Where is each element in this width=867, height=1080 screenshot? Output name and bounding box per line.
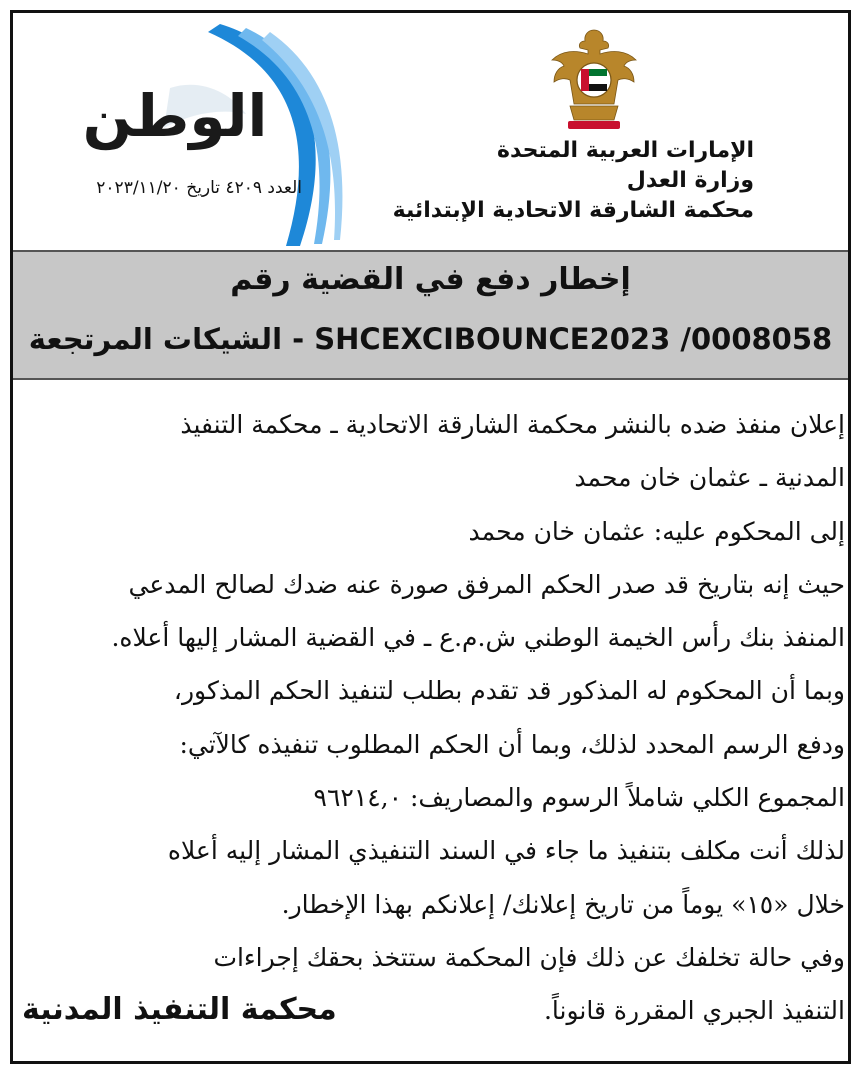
uae-emblem-icon: [548, 24, 640, 132]
newspaper-name: الوطن: [82, 82, 268, 150]
signature-court: محكمة التنفيذ المدنية: [22, 992, 337, 1027]
body-line: التنفيذ الجبري المقررة قانوناً.: [543, 996, 845, 1026]
court-name: محكمة الشارقة الاتحادية الإبتدائية: [392, 198, 754, 223]
body-line: لذلك أنت مكلف بتنفيذ ما جاء في السند التنفيذي المشار إليه أعلاه: [167, 836, 845, 866]
body-line: حيث إنه بتاريخ قد صدر الحكم المرفق صورة عنه ضدك لصالح المدعي: [128, 569, 845, 599]
body-line: وفي حالة تخلفك عن ذلك فإن المحكمة ستتخذ بحقك إجراءات: [213, 942, 845, 972]
body-line: المجموع الكلي شاملاً الرسوم والمصاريف: ٩٦٢١٤,٠: [313, 783, 845, 813]
body-line: المدنية ـ عثمان خان محمد: [574, 463, 845, 493]
body-line: المنفذ بنك رأس الخيمة الوطني ش.م.ع ـ في القضية المشار إليها أعلاه.: [111, 623, 845, 653]
title-band: [13, 250, 848, 380]
country-name: الإمارات العربية المتحدة: [496, 138, 754, 163]
body-line: إلى المحكوم عليه: عثمان خان محمد: [468, 516, 845, 546]
body-line: ودفع الرسم المحدد لذلك، وبما أن الحكم المطلوب تنفيذه كالآتي:: [179, 729, 845, 759]
body-line: وبما أن المحكوم له المذكور قد تقدم بطلب لتنفيذ الحكم المذكور،: [173, 676, 845, 706]
issue-info: العدد ٤٢٠٩ تاريخ ٢٠٢٣/١١/٢٠: [96, 178, 302, 198]
ministry-block: [392, 136, 754, 226]
notice-body: [25, 398, 845, 1038]
body-line: خلال «١٥» يوماً من تاريخ إعلانك/ إعلانكم بهذا الإخطار.: [281, 889, 845, 919]
case-code: SHCEXCIBOUNCE2023 /0008058: [314, 322, 833, 356]
case-type: - الشيكات المرتجعة: [28, 322, 305, 356]
ministry-name: وزارة العدل: [626, 168, 754, 193]
case-number-line: [13, 322, 848, 356]
body-line: إعلان منفذ ضده بالنشر محكمة الشارقة الاتحادية ـ محكمة التنفيذ: [180, 410, 845, 439]
notice-title: إخطار دفع في القضية رقم: [230, 262, 631, 297]
